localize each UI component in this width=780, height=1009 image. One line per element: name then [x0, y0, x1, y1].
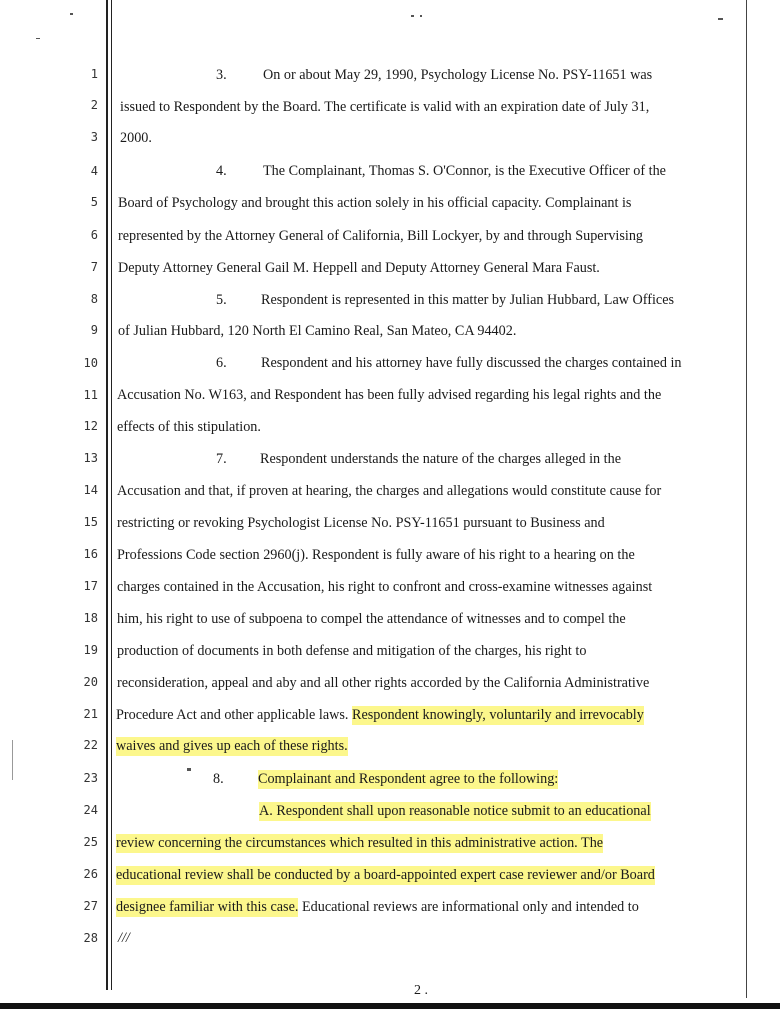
body-text-line: On or about May 29, 1990, Psychology License No. PSY-11651 was [263, 67, 653, 83]
line-number: 24 [83, 803, 98, 817]
scan-speck [12, 740, 13, 780]
body-text-segment: Educational reviews are informational only and intended to [298, 899, 639, 915]
line-number: 2 [90, 98, 98, 112]
scan-speck [420, 15, 422, 17]
line-number: 18 [83, 611, 98, 625]
line-number: 13 [83, 451, 98, 465]
body-text-line: production of documents in both defense and mitigation of the charges, his right to [117, 643, 587, 659]
body-text-line [116, 898, 639, 916]
line-number: 12 [83, 419, 98, 433]
body-text-line: The Complainant, Thomas S. O'Connor, is the Executive Officer of the [263, 163, 666, 179]
body-text-line: Respondent is represented in this matter by Julian Hubbard, Law Offices [261, 292, 675, 308]
body-text-line [116, 706, 644, 724]
body-text-line: Accusation No. W163, and Respondent has been fully advised regarding his legal rights and the [117, 387, 662, 403]
body-text-line: him, his right to use of subpoena to compel the attendance of witnesses and to compel the [117, 611, 626, 627]
paragraph-number: 8. [213, 771, 224, 787]
bottom-edge-bar [0, 1003, 780, 1009]
paragraph-number: 5. [216, 292, 227, 308]
scan-speck [187, 768, 191, 771]
line-number: 8 [90, 292, 98, 306]
body-text-line: reconsideration, appeal and aby and all other rights accorded by the California Administrative [117, 675, 650, 691]
continuation-marker: /// [118, 930, 130, 946]
line-number: 21 [83, 707, 98, 721]
body-text-line: effects of this stipulation. [117, 419, 261, 435]
body-text-line [259, 802, 651, 820]
body-text-line: Respondent understands the nature of the charges alleged in the [260, 451, 622, 467]
line-number: 20 [83, 675, 98, 689]
line-number: 28 [83, 931, 98, 945]
page-number: 2 . [414, 983, 428, 998]
body-text-line: issued to Respondent by the Board. The certificate is valid with an expiration date of July 31, [120, 99, 650, 115]
line-number: 27 [83, 899, 98, 913]
highlighted-text: waives and gives up each of these rights. [116, 738, 348, 754]
line-number: 16 [83, 547, 98, 561]
line-number: 25 [83, 835, 98, 849]
highlighted-text: designee familiar with this case. [116, 899, 299, 915]
line-number: 6 [90, 228, 98, 242]
line-number: 3 [90, 130, 98, 144]
body-text-line [258, 770, 558, 788]
line-number: 22 [83, 738, 98, 752]
line-number: 17 [83, 579, 98, 593]
line-number: 26 [83, 867, 98, 881]
paragraph-number: 7. [216, 451, 227, 467]
body-text-line: restricting or revoking Psychologist License No. PSY-11651 pursuant to Business and [117, 515, 605, 531]
body-text-line [116, 834, 603, 852]
highlighted-text: review concerning the circumstances which resulted in this administrative action. The [116, 835, 604, 851]
paragraph-number: 4. [216, 163, 227, 179]
highlighted-text: A. Respondent shall upon reasonable notice submit to an educational [259, 803, 651, 819]
body-text-line [116, 866, 655, 884]
body-text-line: Deputy Attorney General Gail M. Heppell and Deputy Attorney General Mara Faust. [118, 260, 600, 276]
body-text-line: Board of Psychology and brought this action solely in his official capacity. Complainant is [118, 195, 632, 211]
left-margin-rule-outer [106, 0, 108, 990]
line-number: 9 [90, 323, 98, 337]
line-number: 23 [83, 771, 98, 785]
line-number: 14 [83, 483, 98, 497]
scan-speck [70, 13, 73, 15]
line-number: 5 [90, 195, 98, 209]
line-number: 4 [90, 164, 98, 178]
right-margin-rule [746, 0, 747, 998]
body-text-line: Accusation and that, if proven at hearing, the charges and allegations would constitute cause for [117, 483, 662, 499]
line-number: 15 [83, 515, 98, 529]
body-text-line: represented by the Attorney General of California, Bill Lockyer, by and through Supervising [118, 228, 644, 244]
left-margin-rule-inner [111, 0, 112, 990]
body-text-line: charges contained in the Accusation, his right to confront and cross-examine witnesses against [117, 579, 653, 595]
body-text-line: of Julian Hubbard, 120 North El Camino Real, San Mateo, CA 94402. [118, 323, 517, 339]
body-text-segment: Procedure Act and other applicable laws. [116, 707, 349, 723]
line-number: 7 [90, 260, 98, 274]
highlighted-text: Respondent knowingly, voluntarily and irrevocably [351, 707, 644, 723]
line-number: 1 [90, 67, 98, 81]
body-text-line: 2000. [120, 130, 152, 146]
body-text-line [116, 737, 348, 755]
line-number: 11 [83, 388, 98, 402]
line-number: 19 [83, 643, 98, 657]
highlighted-text: Complainant and Respondent agree to the following: [258, 771, 559, 787]
paragraph-number: 6. [216, 355, 227, 371]
scan-speck [36, 38, 40, 39]
body-text-line: Respondent and his attorney have fully discussed the charges contained in [261, 355, 682, 371]
body-text-line: Professions Code section 2960(j). Respondent is fully aware of his right to a hearing on the [117, 547, 635, 563]
scan-speck [411, 15, 414, 17]
highlighted-text: educational review shall be conducted by a board-appointed expert case reviewer and/or Board [116, 867, 655, 883]
line-number: 10 [83, 356, 98, 370]
scan-speck [718, 18, 723, 20]
paragraph-number: 3. [216, 67, 227, 83]
